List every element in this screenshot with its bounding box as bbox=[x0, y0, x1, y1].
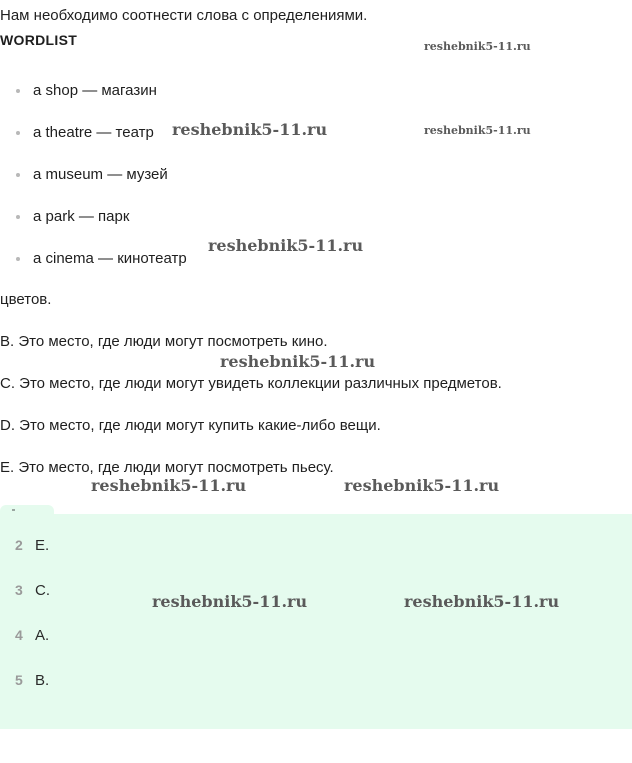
answer-row bbox=[15, 537, 49, 554]
answer-text: C. bbox=[35, 582, 50, 599]
word-text: a museum — музей bbox=[33, 166, 168, 183]
bullet-icon bbox=[16, 131, 20, 135]
bullet-icon bbox=[16, 173, 20, 177]
word-item bbox=[33, 208, 129, 225]
answer-number: 4 bbox=[15, 627, 23, 643]
answer-row bbox=[15, 627, 49, 644]
bullet-icon bbox=[16, 215, 20, 219]
word-item bbox=[33, 166, 168, 183]
word-item bbox=[33, 82, 157, 99]
answer-number: 3 bbox=[15, 582, 23, 598]
bullet-icon bbox=[16, 257, 20, 261]
word-text: a cinema — кинотеатр bbox=[33, 250, 187, 267]
word-text: a theatre — театр bbox=[33, 124, 154, 141]
answer-number: 5 bbox=[15, 672, 23, 688]
watermark: reshebnik5-11.ru bbox=[404, 592, 560, 611]
intro-text: Нам необходимо соотнести слова с определениями. bbox=[0, 7, 368, 24]
watermark: reshebnik5-11.ru bbox=[91, 476, 247, 495]
definition-line: E. Это место, где люди могут посмотреть пьесу. bbox=[0, 459, 334, 476]
wordlist-heading: WORDLIST bbox=[0, 32, 78, 48]
word-text: a park — парк bbox=[33, 208, 130, 225]
watermark: reshebnik5-11.ru bbox=[208, 236, 364, 255]
word-item bbox=[33, 124, 154, 141]
watermark: reshebnik5-11.ru bbox=[424, 40, 531, 53]
watermark: reshebnik5-11.ru bbox=[424, 124, 531, 137]
answer-box bbox=[0, 514, 632, 729]
watermark: reshebnik5-11.ru bbox=[172, 120, 328, 139]
word-item bbox=[33, 250, 187, 267]
definition-line: B. Это место, где люди могут посмотреть кино. bbox=[0, 333, 328, 350]
answer-row bbox=[15, 582, 50, 599]
bullet-icon bbox=[16, 89, 20, 93]
answer-text: A. bbox=[35, 627, 50, 644]
watermark: reshebnik5-11.ru bbox=[220, 352, 376, 371]
answer-number: 2 bbox=[15, 537, 23, 553]
answer-text: E. bbox=[35, 537, 50, 554]
tab-dot bbox=[12, 509, 15, 511]
definition-line: C. Это место, где люди могут увидеть коллекции различных предметов. bbox=[0, 375, 502, 392]
definition-line: цветов. bbox=[0, 291, 52, 308]
definition-line: D. Это место, где люди могут купить какие-либо вещи. bbox=[0, 417, 381, 434]
watermark: reshebnik5-11.ru bbox=[344, 476, 500, 495]
word-text: a shop — магазин bbox=[33, 82, 157, 99]
answer-row bbox=[15, 672, 49, 689]
watermark: reshebnik5-11.ru bbox=[152, 592, 308, 611]
answer-text: B. bbox=[35, 672, 50, 689]
